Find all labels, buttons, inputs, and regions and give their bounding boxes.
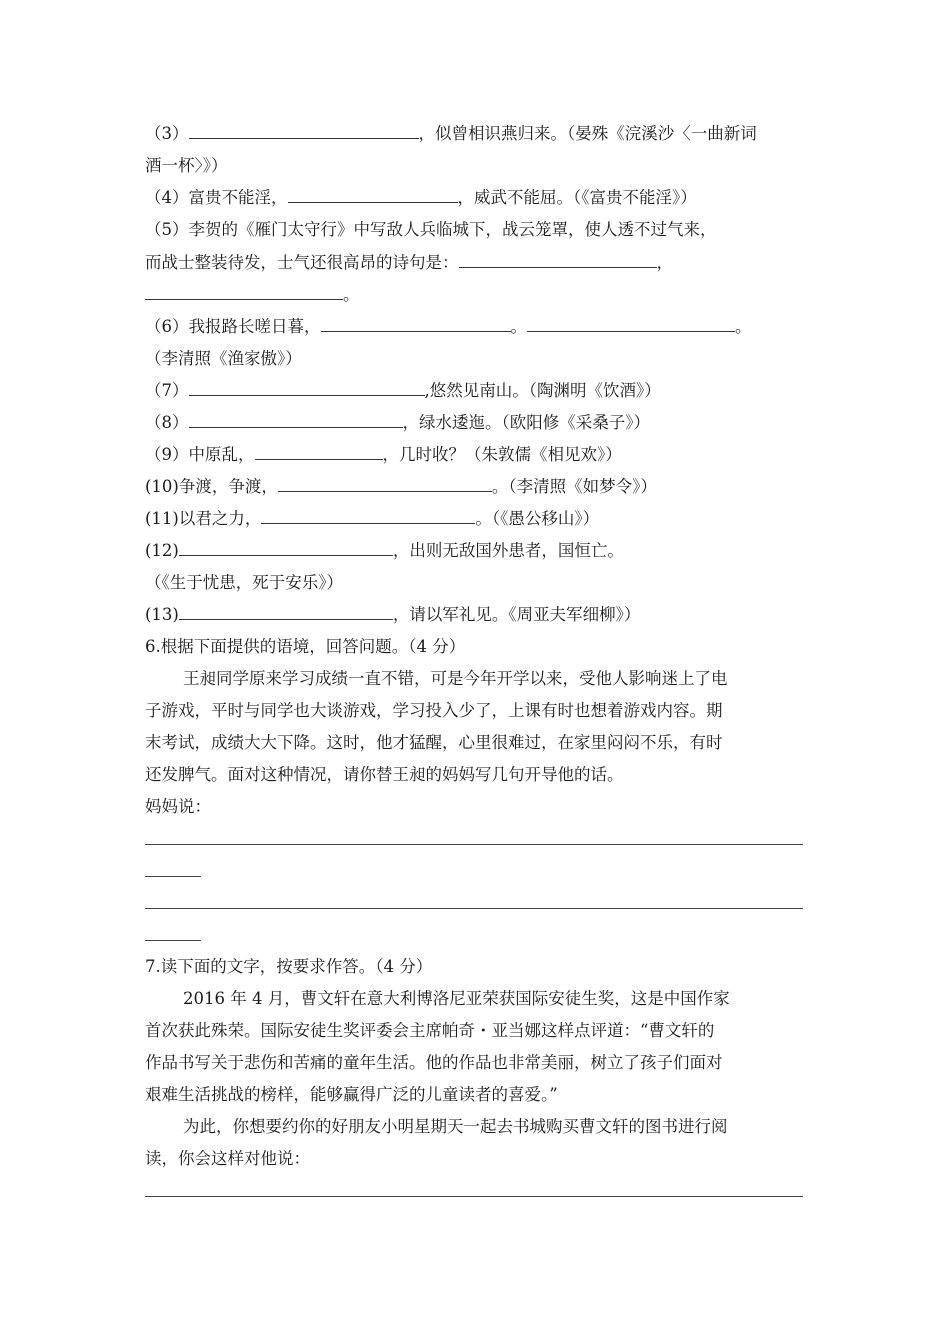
mom-says-label: 妈妈说： — [145, 797, 211, 816]
answer-blank-8[interactable] — [189, 413, 403, 428]
question-7-paragraph-line: 首次获此殊荣。国际安徒生奖评委会主席帕奇・亚当娜这样点评道：“曹文轩的 — [145, 1021, 715, 1040]
item-6-mid: 。 — [510, 317, 527, 336]
item-6-prefix: （6）我报路长嗟日暮， — [145, 317, 321, 336]
item-5-period: 。 — [343, 285, 360, 304]
item-3-continued: 酒一杯〉》） — [145, 156, 228, 175]
item-10-prefix: (10)争渡，争渡， — [145, 477, 278, 496]
answer-line-6a-tail[interactable] — [145, 876, 201, 877]
item-11 — [145, 507, 599, 531]
answer-blank-3[interactable] — [189, 124, 419, 139]
question-6-heading: 6.根据下面提供的语境，回答问题。（4 分） — [145, 637, 466, 656]
answer-line-6a[interactable] — [145, 844, 803, 845]
item-3 — [145, 122, 757, 146]
item-12-source: （《生于忧患，死于安乐》） — [145, 573, 343, 592]
item-3-suffix: ，似曾相识燕归来。（晏殊《浣溪沙〈一曲新词 — [418, 124, 757, 143]
item-12-prefix: (12) — [145, 541, 179, 560]
item-4-suffix: ，威武不能屈。（《富贵不能淫》） — [457, 188, 697, 207]
item-6-suffix: 。 — [735, 317, 752, 336]
question-7-paragraph-line: 艰难生活挑战的榜样，能够赢得广泛的儿童读者的喜爱。” — [145, 1085, 558, 1104]
item-4-prefix: （4）富贵不能淫， — [145, 188, 288, 207]
item-5-line-3 — [145, 283, 360, 307]
question-6-paragraph-line: 王昶同学原来学习成绩一直不错，可是今年开学以来，受他人影响迷上了电 — [183, 669, 728, 688]
item-7-prefix: （7） — [145, 381, 189, 400]
item-10 — [145, 475, 657, 499]
item-10-suffix: 。（李清照《如梦令》） — [491, 477, 657, 496]
item-13-suffix: ，请以军礼见。《周亚夫军细柳》） — [392, 605, 641, 624]
answer-blank-4[interactable] — [288, 188, 458, 203]
item-5-comma: ， — [656, 253, 673, 272]
item-5-line-2 — [145, 251, 673, 275]
item-9-prefix: （9）中原乱， — [145, 445, 255, 464]
answer-line-6b-tail[interactable] — [145, 940, 201, 941]
answer-blank-12[interactable] — [179, 541, 393, 556]
item-8-prefix: （8） — [145, 413, 189, 432]
answer-blank-11[interactable] — [261, 509, 475, 524]
item-8 — [145, 411, 650, 435]
question-7-heading: 7.读下面的文字，按要求作答。（4 分） — [145, 957, 433, 976]
question-6-paragraph-line: 还发脾气。面对这种情况，请你替王昶的妈妈写几句开导他的话。 — [145, 765, 624, 784]
item-11-suffix: 。（《愚公移山》） — [475, 509, 600, 528]
item-5-line-1: （5）李贺的《雁门太守行》中写敌人兵临城下，战云笼罩，使人透不过气来， — [145, 220, 717, 239]
item-12-suffix: ，出则无敌国外患者，国恒亡。 — [392, 541, 624, 560]
answer-blank-9[interactable] — [255, 445, 383, 460]
answer-blank-6a[interactable] — [321, 317, 511, 332]
question-6-paragraph-line: 子游戏，平时与同学也大谈游戏，学习投入少了，上课有时也想着游戏内容。期 — [145, 701, 723, 720]
answer-blank-13[interactable] — [179, 605, 393, 620]
question-6-paragraph-line: 末考试，成绩大大下降。这时，他才猛醒，心里很难过，在家里闷闷不乐，有时 — [145, 733, 723, 752]
question-7-paragraph-line: 为此，你想要约你的好朋友小明星期天一起去书城购买曹文轩的图书进行阅 — [183, 1117, 728, 1136]
item-7-suffix: ,悠然见南山。（陶渊明《饮酒》） — [424, 381, 661, 400]
item-6-source: （李清照《渔家傲》） — [145, 349, 302, 368]
item-9-suffix: ，几时收？（朱敦儒《相见欢》） — [382, 445, 622, 464]
question-7-paragraph-line: 2016 年 4 月，曹文轩在意大利博洛尼亚荣获国际安徒生奖，这是中国作家 — [183, 989, 730, 1008]
item-9 — [145, 443, 622, 467]
item-13-prefix: (13) — [145, 605, 179, 624]
answer-blank-6b[interactable] — [527, 317, 735, 332]
item-8-suffix: ，绿水逶迤。（欧阳修《采桑子》） — [402, 413, 650, 432]
item-5-prompt: 而战士整装待发，士气还很高昂的诗句是： — [145, 253, 459, 272]
answer-line-7[interactable] — [145, 1196, 803, 1197]
question-7-paragraph-line: 作品书写关于悲伤和苦痛的童年生活。他的作品也非常美丽，树立了孩子们面对 — [145, 1053, 723, 1072]
answer-blank-7[interactable] — [189, 381, 425, 396]
answer-line-6b[interactable] — [145, 908, 803, 909]
answer-blank-5b[interactable] — [145, 285, 343, 300]
question-7-paragraph-line: 读，你会这样对他说： — [145, 1149, 310, 1168]
item-3-prefix: （3） — [145, 124, 189, 143]
answer-blank-5a[interactable] — [459, 253, 657, 268]
answer-blank-10[interactable] — [278, 477, 492, 492]
item-13 — [145, 603, 640, 627]
item-7 — [145, 379, 661, 403]
item-11-prefix: (11)以君之力， — [145, 509, 262, 528]
item-4 — [145, 186, 697, 210]
item-12 — [145, 539, 624, 563]
item-6 — [145, 315, 752, 339]
